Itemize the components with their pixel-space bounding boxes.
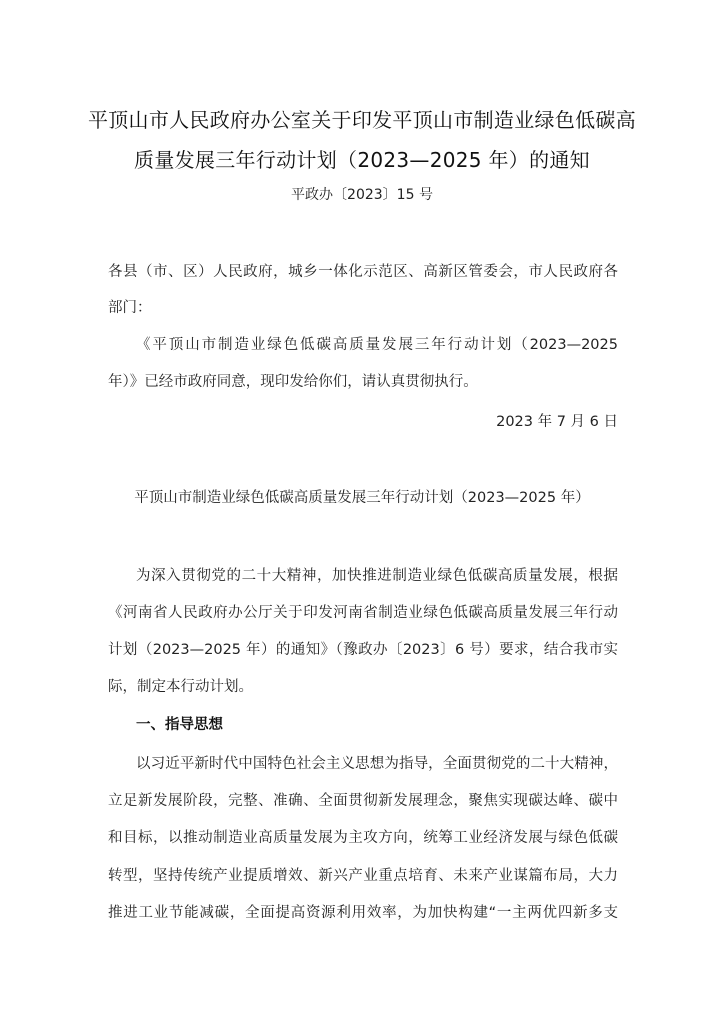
section1-line-4: 转型，坚持传统产业提质增效、新兴产业重点培育、未来产业谋篇布局，大力	[108, 868, 618, 884]
section-heading-guiding-ideology: 一、指导思想	[136, 717, 223, 733]
section1-line-3: 和目标，以推动制造业高质量发展为主攻方向，统筹工业经济发展与绿色低碳	[108, 830, 618, 846]
section1-line-5: 推进工业节能减碳，全面提高资源利用效率，为加快构建“一主两优四新多支	[108, 905, 618, 921]
intro-line-2: 《河南省人民政府办公厅关于印发河南省制造业绿色低碳高质量发展三年行动	[108, 605, 618, 621]
intro-line-4: 际，制定本行动计划。	[108, 679, 253, 695]
document-title-line-2: 质量发展三年行动计划（2023—2025 年）的通知	[134, 148, 590, 172]
section1-line-1: 以习近平新时代中国特色社会主义思想为指导，全面贯彻党的二十大精神，	[136, 756, 618, 772]
document-title-line-1: 平顶山市人民政府办公室关于印发平顶山市制造业绿色低碳高	[87, 108, 637, 132]
section1-line-2: 立足新发展阶段，完整、准确、全面贯彻新发展理念，聚焦实现碳达峰、碳中	[108, 793, 618, 809]
intro-line-3: 计划（2023—2025 年）的通知》（豫政办〔2023〕6 号）要求，结合我市实	[108, 642, 618, 658]
issue-date: 2023 年 7 月 6 日	[496, 414, 618, 430]
addressee-line-1: 各县（市、区）人民政府，城乡一体化示范区、高新区管委会，市人民政府各	[108, 264, 618, 280]
addressee-line-2: 部门：	[108, 300, 152, 316]
notice-line-1: 《平顶山市制造业绿色低碳高质量发展三年行动计划（2023—2025	[136, 337, 618, 353]
notice-line-2: 年）》已经市政府同意，现印发给你们，请认真贯彻执行。	[108, 374, 478, 390]
intro-line-1: 为深入贯彻党的二十大精神，加快推进制造业绿色低碳高质量发展，根据	[136, 568, 618, 584]
plan-title: 平顶山市制造业绿色低碳高质量发展三年行动计划（2023—2025 年）	[134, 490, 590, 506]
document-number: 平政办〔2023〕15 号	[291, 187, 433, 203]
